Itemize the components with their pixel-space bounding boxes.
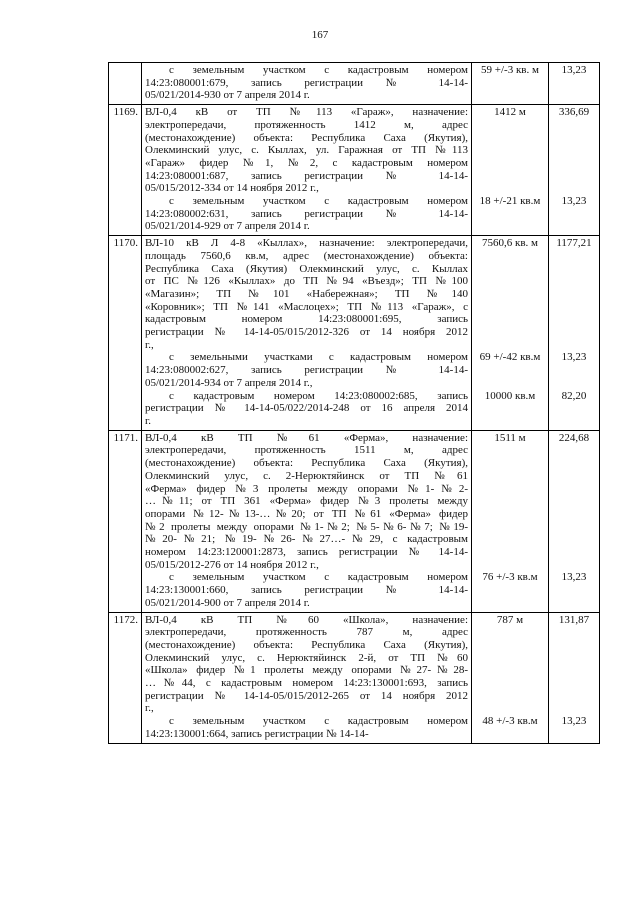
entry-number: 1172. (109, 612, 142, 743)
cadastral-value-value: 13,23 (561, 64, 587, 76)
description-line: ВЛ-10 кВ Л 4-8 «Кыллах», назначение: электропередачи, (145, 237, 468, 250)
description-line: 05/021/2014-929 от 7 апреля 2014 г. (145, 220, 310, 233)
description-line: с земельным участком с кадастровым номером (169, 195, 468, 208)
description-line: 05/021/2014-934 от 7 апреля 2014 г., (145, 376, 313, 389)
cadastral-value-value: 13,23 (561, 715, 587, 728)
description-line: 05/021/2014-930 от 7 апреля 2014 г. (145, 89, 310, 102)
description-line: опорами №12-№13-…№20; от ТП №61 «Ферма» фидер (145, 507, 468, 520)
area-size-value: 69 +/-42 кв.м (479, 351, 541, 364)
area-size-value: 787 м (496, 613, 524, 626)
area-size (472, 105, 549, 236)
area-size (472, 236, 549, 431)
cadastral-value-value: 131,87 (558, 613, 590, 626)
description-line: Олекминский улус, с. 2-Нерюктяйинск от ТП №61 (145, 469, 468, 482)
area-size (472, 430, 549, 612)
entry-description (142, 612, 472, 743)
description-line: (местонахождение) объекта: Республика Саха (Якутия), (145, 457, 468, 470)
description-line: ВЛ-0,4 кВ ТП №61 «Ферма», назначение: (145, 431, 468, 444)
description-line: «Школа» фидер №1 пролеты между опорами №27-№28- (145, 664, 468, 677)
table-row (109, 63, 600, 105)
description-line: 14:23:130001:660, запись регистрации № 14-14- (145, 584, 468, 597)
description-line: 14:23:080002:631, запись регистрации № 14-14- (145, 207, 468, 220)
cadastral-value (549, 105, 600, 236)
cadastral-value-value: 1177,21 (556, 237, 592, 250)
cadastral-value-value: 13,23 (561, 195, 587, 207)
cadastral-value (549, 236, 600, 431)
description-line: г., (145, 702, 154, 715)
table-row (109, 236, 600, 431)
cadastral-value-value: 336,69 (558, 106, 590, 119)
cadastral-value-value: 13,23 (561, 571, 587, 584)
area-size (472, 612, 549, 743)
entry-description (142, 430, 472, 612)
cadastral-value-value: 82,20 (561, 389, 587, 402)
description-line: Республика Саха (Якутия) Олекминский улус, с. Кыллах (145, 262, 468, 275)
table-row (109, 430, 600, 612)
cadastral-value (549, 612, 600, 743)
description-line: 14:23:130001:664, запись регистрации № 14-14- (145, 727, 369, 740)
description-line: номером 14:23:120001:2873, запись регистрации № 14-14- (145, 546, 468, 559)
entry-number (109, 63, 142, 105)
description-line: …№11; от ТП 361 «Ферма» фидер №3 пролеты между (145, 495, 468, 508)
description-line: 05/015/2012-334 от 14 ноября 2012 г., (145, 182, 319, 195)
area-size (472, 63, 549, 105)
description-line: площадь 7560,6 кв.м, адрес (местонахождение) объекта: (145, 249, 468, 262)
description-line: регистрации № 14-14-05/022/2014-248 от 16 апреля 2014 (145, 402, 468, 415)
description-line: с земельными участками с кадастровым номером (169, 351, 468, 364)
description-line: регистрации № 14-14-05/015/2012-265 от 14 ноября 2012 (145, 689, 468, 702)
description-line: Олекминский улус, с. Кыллах, ул. Гаражная от ТП №113 (145, 144, 468, 157)
entry-number: 1171. (109, 430, 142, 612)
description-line: ВЛ-0,4 кВ от ТП №113 «Гараж», назначение: (145, 106, 468, 119)
description-line: 05/015/2012-276 от 14 ноября 2012 г., (145, 558, 319, 571)
area-size-value: 59 +/-3 кв. м (481, 64, 539, 76)
description-line: 14:23:080002:627, запись регистрации № 14-14- (145, 364, 468, 377)
description-line: электропередачи, протяженность 1511 м, адрес (145, 444, 468, 457)
description-line: (местонахождение) объекта: Республика Саха (Якутия), (145, 638, 468, 651)
description-line: электропередачи, протяженность 1412 м, адрес (145, 118, 468, 131)
description-line: 05/021/2014-900 от 7 апреля 2014 г. (145, 596, 310, 609)
description-line: г., (145, 338, 154, 351)
description-line: (местонахождение) объекта: Республика Саха (Якутия), (145, 131, 468, 144)
area-size-value: 1511 м (494, 431, 526, 444)
description-line: №20-№21; №19-№26-№27…-№29, с кадастровым (145, 533, 468, 546)
description-line: «Гараж» фидер №1, №2, с кадастровым номером (145, 156, 468, 169)
entry-description (142, 63, 472, 105)
description-line: с земельным участком с кадастровым номером (169, 715, 468, 728)
registry-table (108, 62, 600, 744)
page-number: 167 (311, 29, 329, 41)
cadastral-value (549, 430, 600, 612)
table-row (109, 612, 600, 743)
area-size-value: 7560,6 кв. м (482, 237, 538, 250)
area-size-value: 1412 м (494, 106, 526, 119)
area-size-value: 76 +/-3 кв.м (482, 571, 538, 584)
description-line: №2 пролеты между опорами №1-№2; №5-№6-№7; №19- (145, 520, 468, 533)
cadastral-value-value: 224,68 (558, 431, 590, 444)
description-line: Олекминский улус, с. Нерюктяйинск 2-й, от ТП №60 (145, 651, 468, 664)
area-size-value: 18 +/-21 кв.м (479, 195, 541, 207)
cadastral-value (549, 63, 600, 105)
description-line: с земельным участком с кадастровым номером (169, 64, 468, 76)
area-size-value: 48 +/-3 кв.м (482, 715, 538, 728)
area-size-value: 10000 кв.м (484, 389, 536, 402)
entry-number: 1169. (109, 105, 142, 236)
description-line: «Ферма» фидер №3 пролеты между опорами №1-№2- (145, 482, 468, 495)
description-line: «Магазин»; ТП №101 «Набережная»; ТП №140 (145, 287, 468, 300)
cadastral-value-value: 13,23 (561, 351, 587, 364)
description-line: …№44, с кадастровым номером 14:23:130001:693, запись (145, 677, 468, 690)
entry-description (142, 236, 472, 431)
description-line: регистрации № 14-14-05/015/2012-326 от 14 ноября 2012 (145, 326, 468, 339)
description-line: электропередачи, протяженность 787 м, адрес (145, 626, 468, 639)
description-line: от ПС №126 «Кыллах» до ТП №94 «Въезд»; ТП №100 (145, 275, 468, 288)
registry-table-body (109, 63, 600, 744)
description-line: 14:23:080001:687, запись регистрации № 14-14- (145, 169, 468, 182)
table-row (109, 105, 600, 236)
description-line: кадастровым номером 14:23:080001:695, запись (145, 313, 468, 326)
description-line: с земельным участком с кадастровым номером (169, 571, 468, 584)
description-line: ВЛ-0,4 кВ ТП №60 «Школа», назначение: (145, 613, 468, 626)
entry-number: 1170. (109, 236, 142, 431)
description-line: г. (145, 414, 152, 427)
entry-description (142, 105, 472, 236)
description-line: «Коровник»; ТП №141 «Маслоцех»; ТП №113 «Гараж», с (145, 300, 468, 313)
description-line: 14:23:080001:679, запись регистрации № 14-14- (145, 76, 468, 89)
description-line: с кадастровым номером 14:23:080002:685, запись (169, 389, 468, 402)
